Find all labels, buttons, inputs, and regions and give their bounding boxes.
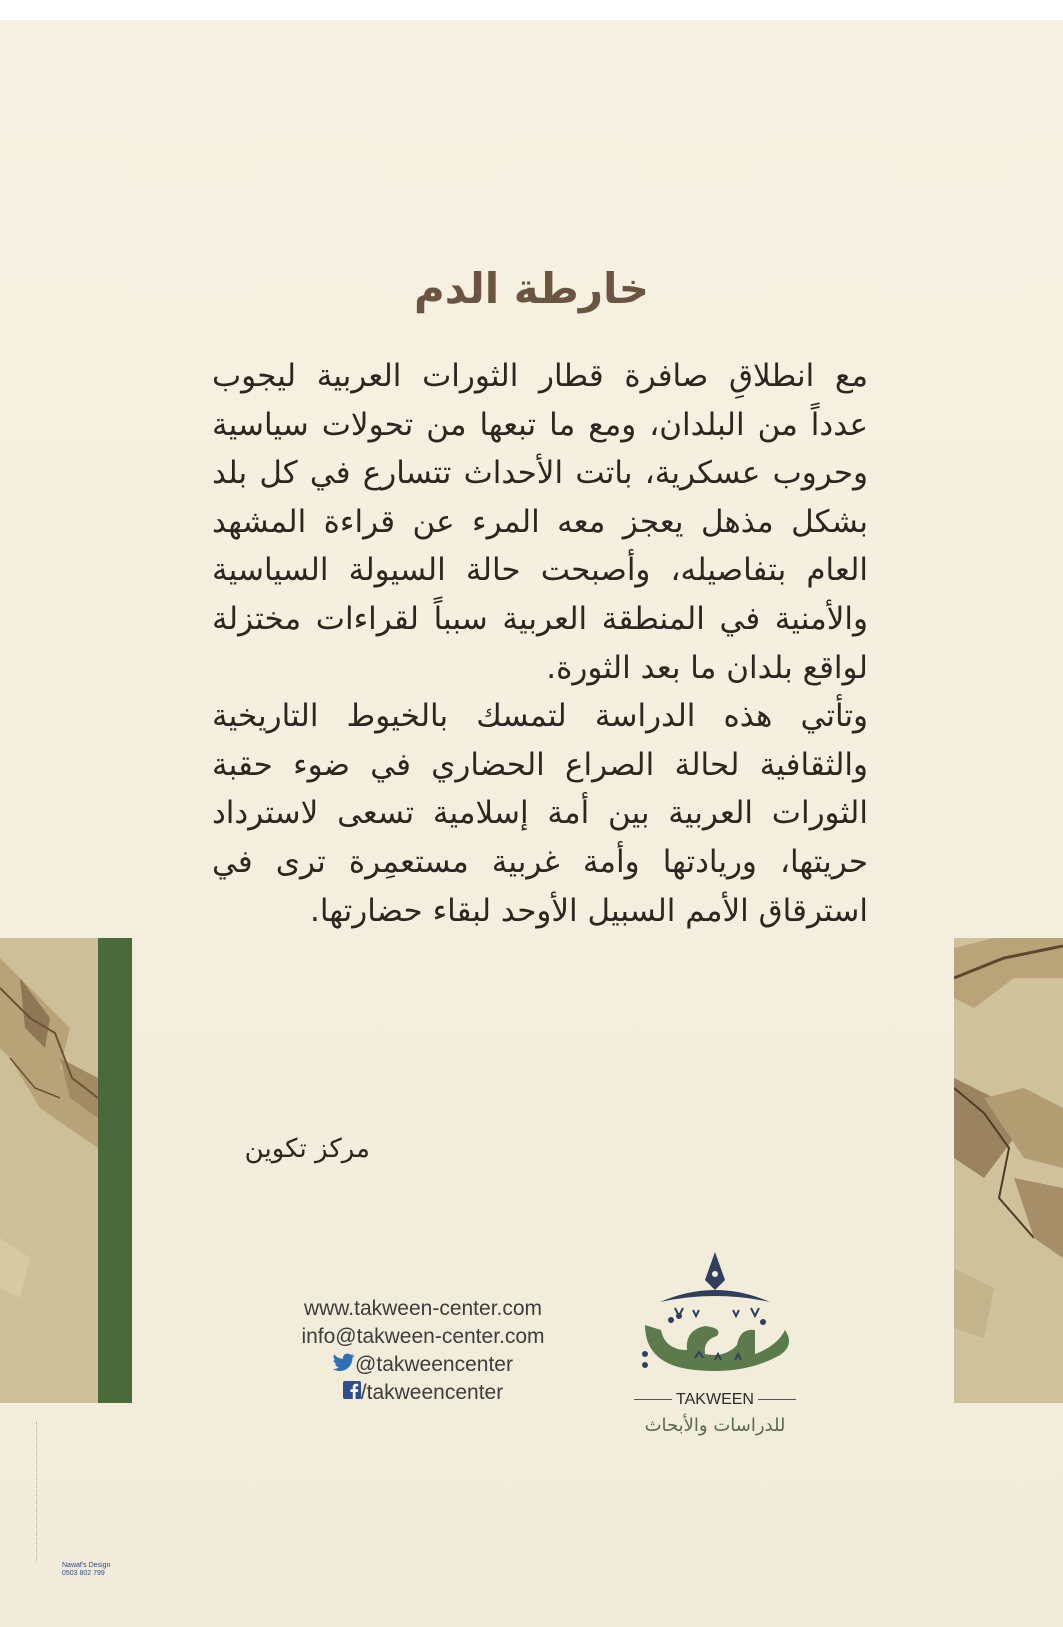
right-decorative-panel [954, 938, 1063, 1403]
logo-english-text: TAKWEEN [676, 1391, 754, 1408]
green-spine-bar [98, 938, 132, 1403]
book-title: خارطة الدم [413, 264, 650, 314]
twitter-link[interactable] [268, 1351, 578, 1379]
contact-block [268, 1295, 578, 1407]
logo-dash-left [634, 1399, 672, 1400]
twitter-icon [333, 1351, 355, 1379]
torn-map-right-art [954, 938, 1063, 1403]
top-edge [0, 0, 1063, 20]
email-link[interactable]: info@takween-center.com [301, 1325, 545, 1348]
logo-subtitle: للدراسات والأبحاث [644, 1415, 786, 1436]
facebook-handle: /takweencenter [360, 1381, 504, 1404]
pencil-mark [36, 1422, 39, 1562]
publisher-signature: مركز تكوين [244, 1134, 370, 1164]
logo-english-name [605, 1391, 825, 1409]
blurb [212, 352, 868, 935]
blurb-paragraph-1: مع انطلاقِ صافرة قطار الثورات العربية ليجوب عدداً من البلدان، ومع ما تبعها من تحولات سياسية وحروب عسكرية، باتت الأحداث تتسارع في كل بلد بشكل مذهل يعجز معه المرء عن قراءة المشهد العام بتفاصيله، وأصبحت حالة السيولة السياسية والأمنية في المنطقة العربية سبباً لقراءات مختزلة لواقع بلدان ما بعد الثورة. [212, 358, 868, 686]
designer-credit [62, 1562, 142, 1578]
designer-name: Nawaf's Design [62, 1562, 111, 1569]
takween-logo-mark [605, 1250, 825, 1390]
blurb-paragraph-2: وتأتي هذه الدراسة لتمسك بالخيوط التاريخية والثقافية لحالة الصراع الحضاري في ضوء حقبة الثورات العربية بين أمة إسلامية تسعى لاسترداد حريتها، وريادتها وأمة غربية مستعمِرة ترى في استرقاق الأمم السبيل الأوحد لبقاء حضارتها. [212, 698, 868, 929]
website-link[interactable]: www.takween-center.com [303, 1297, 543, 1320]
designer-phone: 0503 802 799 [62, 1570, 105, 1577]
twitter-handle: @takweencenter [355, 1353, 513, 1376]
facebook-link[interactable] [268, 1379, 578, 1407]
logo-dash-right [758, 1399, 796, 1400]
facebook-icon [343, 1379, 361, 1407]
